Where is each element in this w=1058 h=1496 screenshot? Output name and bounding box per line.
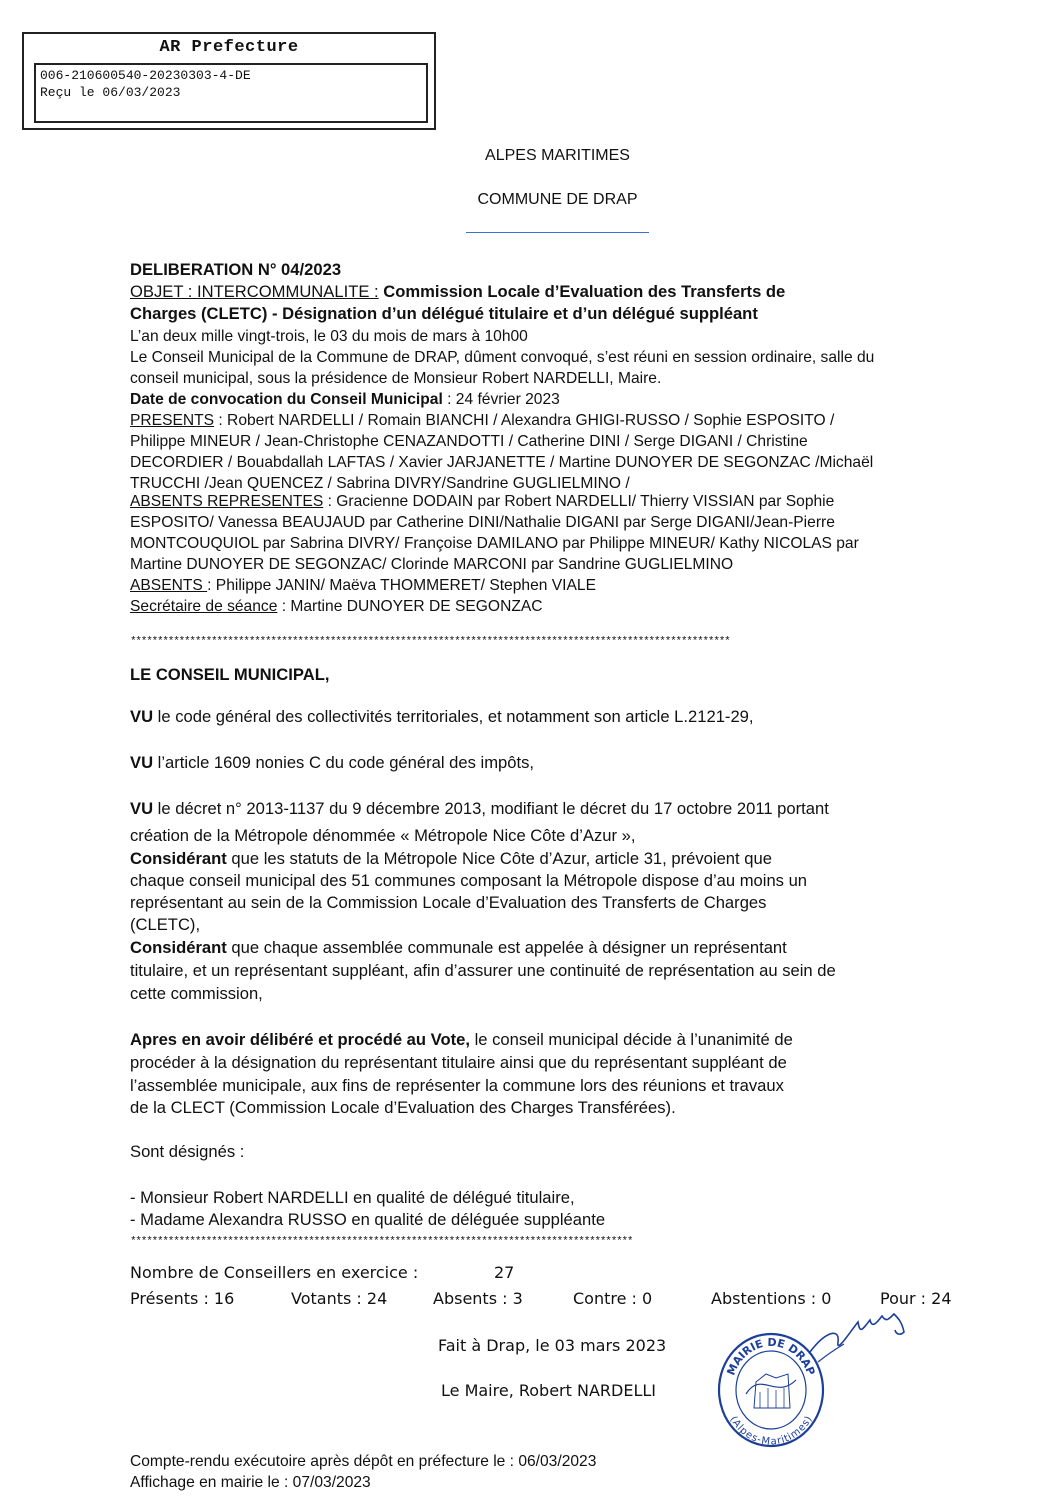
objet-text-1: Commission Locale d’Evaluation des Transferts de <box>378 282 786 301</box>
objet-line-1 <box>130 281 785 303</box>
compte-rendu-line: Compte-rendu exécutoire après dépôt en préfecture le : 06/03/2023 <box>130 1453 597 1470</box>
seal-top-text: MAIRIE DE DRAP <box>724 1335 818 1378</box>
absents-rep-text-1: : Gracienne DODAIN par Robert NARDELLI/ Thierry VISSIAN par Sophie <box>323 493 835 510</box>
presents-line-4: TRUCCHI /Jean QUENCEZ / Sabrina DIVRY/Sandrine GUGLIELMINO / <box>130 475 630 492</box>
vote-line-2: procéder à la désignation du représentant titulaire ainsi que du représentant suppléant de <box>130 1053 787 1072</box>
separator-line: *************************************************************************************************************** <box>130 636 730 648</box>
stamp-title: AR Prefecture <box>159 38 299 57</box>
stamp-received-date: Reçu le 06/03/2023 <box>40 85 181 100</box>
department-heading: ALPES MARITIMES <box>485 147 630 164</box>
objet-line-2: Charges (CLETC) - Désignation d’un délégué titulaire et d’un délégué suppléant <box>130 304 758 323</box>
vu-paragraph-3-line-1 <box>130 798 829 820</box>
presents-line-2: Philippe MINEUR / Jean-Christophe CENAZANDOTTI / Catherine DINI / Serge DIGANI / Christine <box>130 433 808 450</box>
session-line-2: conseil municipal, sous la présidence de Monsieur Robert NARDELLI, Maire. <box>130 370 662 387</box>
secretaire-value: : Martine DUNOYER DE SEGONZAC <box>277 598 543 615</box>
vote-line-1 <box>130 1029 793 1051</box>
vote-line-4: de la CLECT (Commission Locale d’Evaluation des Charges Transférées). <box>130 1098 676 1117</box>
presents-text-1: : Robert NARDELLI / Romain BIANCHI / Alexandra GHIGI-RUSSO / Sophie ESPOSITO / <box>214 412 835 429</box>
contre-count: Contre : 0 <box>573 1289 653 1308</box>
absents-label: ABSENTS <box>130 577 208 594</box>
vu-text-2: l’article 1609 nonies C du code général des impôts, <box>153 753 535 772</box>
considerant-label: Considérant <box>130 849 227 868</box>
considerant-1-line-1 <box>130 848 772 870</box>
absents-line <box>130 575 596 596</box>
delegue-suppleant: - Madame Alexandra RUSSO en qualité de déléguée suppléante <box>130 1210 606 1229</box>
objet-label: OBJET : INTERCOMMUNALITE : <box>130 282 379 301</box>
absents-rep-label: ABSENTS REPRESENTES <box>130 493 324 510</box>
considerant-1-line-3: représentant au sein de la Commission Locale d’Evaluation des Transferts de Charges <box>130 893 767 912</box>
delegue-titulaire: - Monsieur Robert NARDELLI en qualité de délégué titulaire, <box>130 1188 575 1207</box>
vu-label: VU <box>130 799 154 818</box>
convocation-date <box>130 389 560 410</box>
absents-rep-line-3: MONTCOUQUIOL par Sabrina DIVRY/ Françoise DAMILANO par Philippe MINEUR/ Kathy NICOLAS par <box>130 535 859 552</box>
secretaire-line <box>130 596 543 617</box>
absents-rep-line-1 <box>130 491 834 512</box>
affichage-line: Affichage en mairie le : 07/03/2023 <box>130 1474 371 1491</box>
vote-text-1: le conseil municipal décide à l’unanimité de <box>469 1030 793 1049</box>
session-date: L’an deux mille vingt-trois, le 03 du mois de mars à 10h00 <box>130 328 528 345</box>
considerant-1-line-4: (CLETC), <box>130 915 201 934</box>
presents-line-1 <box>130 410 834 431</box>
header-divider <box>466 232 649 233</box>
vote-label: Apres en avoir délibéré et procédé au Vote, <box>130 1030 470 1049</box>
commune-heading: COMMUNE DE DRAP <box>477 191 638 208</box>
absents-value: : Philippe JANIN/ Maëva THOMMERET/ Stephen VIALE <box>207 577 596 594</box>
absents-count: Absents : 3 <box>433 1289 523 1308</box>
council-heading: LE CONSEIL MUNICIPAL, <box>130 665 330 684</box>
convocation-label: Date de convocation du Conseil Municipal <box>130 391 443 408</box>
secretaire-label: Secrétaire de séance <box>130 598 278 615</box>
seal-bottom-text: (Alpes-Maritimes) <box>727 1414 815 1448</box>
designes-heading: Sont désignés : <box>130 1142 245 1161</box>
vote-line-3: l’assemblée municipale, aux fins de représenter la commune lors des réunions et travaux <box>130 1076 784 1095</box>
maire-signature-name: Le Maire, Robert NARDELLI <box>441 1381 656 1400</box>
vu-label: VU <box>130 707 154 726</box>
considerant-2-text: que chaque assemblée communale est appelée à désigner un représentant <box>226 938 787 957</box>
vu-text-1: le code général des collectivités territoriales, et notamment son article L.2121-29, <box>153 707 754 726</box>
considerant-1-text: que les statuts de la Métropole Nice Côte d’Azur, article 31, prévoient que <box>226 849 772 868</box>
stamp-inner-box <box>34 63 428 123</box>
considerant-2-line-1 <box>130 937 787 959</box>
presents-count: Présents : 16 <box>130 1289 235 1308</box>
vu-text-3: le décret n° 2013-1137 du 9 décembre 2013, modifiant le décret du 17 octobre 2011 portant <box>153 799 829 818</box>
exercice-label: Nombre de Conseillers en exercice : <box>130 1263 419 1282</box>
vu-paragraph-2 <box>130 752 534 774</box>
considerant-1-line-2: chaque conseil municipal des 51 communes composant la Métropole dispose d’au moins un <box>130 871 808 890</box>
fait-a-drap: Fait à Drap, le 03 mars 2023 <box>438 1336 667 1355</box>
considerant-2-line-2: titulaire, et un représentant suppléant, afin d’assurer une continuité de représentation au sein de <box>130 961 836 980</box>
vu-label: VU <box>130 753 154 772</box>
votants-count: Votants : 24 <box>291 1289 388 1308</box>
considerant-label: Considérant <box>130 938 227 957</box>
exercice-value: 27 <box>494 1263 515 1282</box>
presents-line-3: DECORDIER / Bouabdallah LAFTAS / Xavier JARJANETTE / Martine DUNOYER DE SEGONZAC /Michaël <box>130 454 874 471</box>
prefecture-stamp <box>22 32 436 130</box>
convocation-value: : 24 février 2023 <box>442 391 560 408</box>
handwritten-signature <box>800 1292 910 1382</box>
pour-count: Pour : 24 <box>880 1289 952 1308</box>
deliberation-number: DELIBERATION N° 04/2023 <box>130 260 342 279</box>
vu-paragraph-1 <box>130 706 754 728</box>
absents-rep-line-2: ESPOSITO/ Vanessa BEAUJAUD par Catherine DINI/Nathalie DIGANI par Serge DIGANI/Jean-Pierre <box>130 514 835 531</box>
svg-text:(Alpes-Maritimes) <box>727 1414 814 1447</box>
stamp-reference: 006-210600540-20230303-4-DE <box>40 68 251 83</box>
presents-label: PRESENTS <box>130 412 215 429</box>
absents-rep-line-4: Martine DUNOYER DE SEGONZAC/ Clorinde MARCONI par Sandrine GUGLIELMINO <box>130 556 734 573</box>
considerant-2-line-3: cette commission, <box>130 984 263 1003</box>
abstentions-count: Abstentions : 0 <box>711 1289 832 1308</box>
vu-paragraph-3-line-2: création de la Métropole dénommée « Métropole Nice Côte d’Azur », <box>130 826 636 845</box>
separator-line-2: ********************************************************************************************* <box>130 1236 633 1248</box>
session-line-1: Le Conseil Municipal de la Commune de DRAP, dûment convoqué, s’est réuni en session ordinaire, salle du <box>130 349 875 366</box>
